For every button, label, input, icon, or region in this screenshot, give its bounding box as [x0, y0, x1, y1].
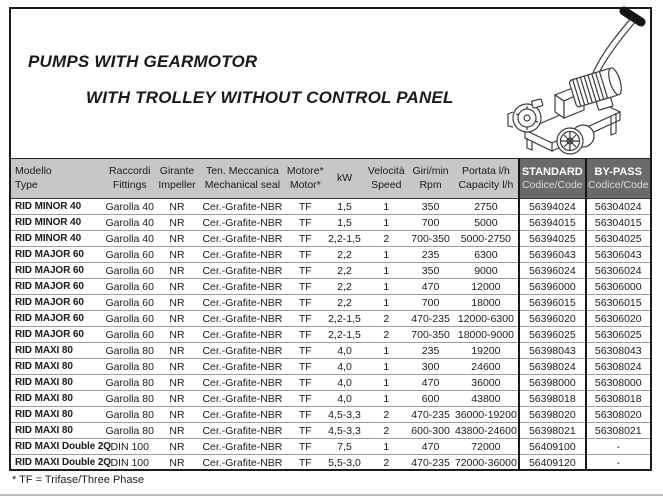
cell-seal: Cer.-Grafite-NBR: [198, 359, 287, 375]
cell-fittings: Garolla 60: [105, 248, 154, 261]
cell-fittings: Garolla 60: [105, 296, 154, 309]
table-header: [11, 159, 650, 199]
cell-impeller: NR: [156, 215, 198, 231]
cell-rpm: 470-235: [407, 455, 453, 471]
cell-kw: 4,0: [324, 343, 365, 359]
cell-rpm: 600: [407, 391, 453, 407]
cell-motor: TF: [287, 359, 324, 375]
cell-capacity: 72000-36000: [454, 455, 519, 471]
cell-standard-code: 56394024: [519, 199, 585, 215]
cell-fittings: Garolla 80: [105, 408, 154, 421]
cell-standard-code: 56394015: [519, 215, 585, 231]
cell-fittings: Garolla 60: [105, 328, 154, 341]
cell-motor: TF: [287, 263, 324, 279]
cell-rpm: 700: [407, 295, 453, 311]
table-row: [11, 423, 650, 439]
cell-capacity: 24600: [454, 359, 519, 375]
cell-standard-code: 56398021: [519, 423, 585, 439]
cell-speed: 2: [365, 423, 407, 439]
cell-model: RID MAJOR 60: [11, 247, 104, 263]
cell-model: RID MAXI Double 2Q: [11, 455, 104, 471]
cell-rpm: 700: [407, 215, 453, 231]
cell-capacity: 5000-2750: [454, 231, 519, 247]
cell-model: RID MAXI 80: [11, 343, 104, 359]
cell-model: RID MAXI 80: [11, 359, 104, 375]
cell-model: RID MAXI Double 2Q: [11, 439, 104, 455]
cell-impeller: NR: [156, 311, 198, 327]
cell-motor: TF: [287, 311, 324, 327]
table-row: [11, 327, 650, 343]
cell-rpm: 600-300: [407, 423, 453, 439]
cell-motor: TF: [287, 391, 324, 407]
cell-speed: 1: [365, 295, 407, 311]
table-row: [11, 279, 650, 295]
cell-seal: Cer.-Grafite-NBR: [198, 279, 287, 295]
cell-seal: Cer.-Grafite-NBR: [202, 200, 283, 213]
cell-capacity: 43800: [454, 391, 519, 407]
cell-kw: 4,0: [324, 359, 365, 375]
cell-bypass-code: 56306043: [586, 247, 651, 263]
cell-speed: 1: [365, 279, 407, 295]
cell-model: RID MINOR 40: [11, 215, 104, 231]
cell-fittings: Garolla 60: [105, 264, 154, 277]
cell-motor: TF: [287, 407, 324, 423]
cell-rpm: 235: [407, 247, 453, 263]
cell-kw: 2,2-1,5: [324, 327, 365, 343]
cell-seal: Cer.-Grafite-NBR: [198, 215, 287, 231]
cell-fittings: DIN 100: [104, 455, 156, 471]
cell-impeller: NR: [156, 231, 198, 247]
cell-kw: 1,5: [324, 215, 365, 231]
cell-bypass-code: -: [586, 439, 651, 455]
cell-fittings: Garolla 40: [105, 232, 154, 245]
cell-seal: Cer.-Grafite-NBR: [198, 231, 287, 247]
table-row: [11, 311, 650, 327]
cell-kw: 2,2-1,5: [324, 311, 365, 327]
cell-impeller: NR: [156, 423, 198, 439]
col-header-standard-code: STANDARD Codice/Code: [519, 159, 585, 199]
cell-capacity: 9000: [454, 263, 519, 279]
cell-impeller: NR: [156, 279, 198, 295]
cell-bypass-code: -: [586, 455, 651, 471]
cell-standard-code: 56409120: [519, 455, 585, 471]
cell-rpm: 700-350: [407, 231, 453, 247]
cell-model: RID MAJOR 60: [11, 295, 104, 311]
cell-capacity: 43800-24600: [454, 423, 519, 439]
cell-seal: Cer.-Grafite-NBR: [198, 327, 287, 343]
cell-fittings: Garolla 40: [105, 200, 154, 213]
cell-capacity: 5000: [454, 215, 519, 231]
cell-standard-code: 56398000: [519, 375, 585, 391]
cell-seal: Cer.-Grafite-NBR: [198, 439, 287, 455]
table-row: [11, 199, 650, 215]
cell-model: RID MAXI 80: [11, 375, 104, 391]
cell-bypass-code: 56306015: [586, 295, 651, 311]
cell-motor: TF: [287, 439, 324, 455]
cell-motor: TF: [287, 215, 324, 231]
cell-motor: TF: [287, 423, 324, 439]
cell-motor: TF: [287, 231, 324, 247]
table-row: [11, 391, 650, 407]
cell-bypass-code: 56304015: [586, 215, 651, 231]
cell-model: RID MAXI 80: [11, 407, 104, 423]
cell-model: RID MAJOR 60: [11, 327, 104, 343]
cell-capacity: 18000: [454, 295, 519, 311]
cell-kw: 7,5: [324, 439, 365, 455]
page-title: PUMPS WITH GEARMOTOR: [28, 52, 258, 71]
cell-kw: 4,5-3,3: [324, 407, 365, 423]
cell-kw: 5,5-3,0: [324, 455, 365, 471]
cell-speed: 2: [365, 407, 407, 423]
cell-capacity: 2750: [474, 200, 498, 213]
cell-standard-code: 56396043: [519, 247, 585, 263]
cell-speed: 1: [365, 439, 407, 455]
cell-standard-code: 56394025: [519, 231, 585, 247]
table-row: [11, 247, 650, 263]
cell-kw: 4,5-3,3: [324, 423, 365, 439]
cell-seal: Cer.-Grafite-NBR: [198, 391, 287, 407]
cell-speed: 2: [365, 311, 407, 327]
cell-bypass-code: 56308020: [586, 407, 651, 423]
footnote-tf-legend: * TF = Trifase/Three Phase: [12, 474, 145, 486]
table-row: [11, 263, 650, 279]
col-header-mechanical-seal: Ten. Meccanica Mechanical seal: [198, 159, 287, 199]
cell-seal: Cer.-Grafite-NBR: [198, 455, 287, 471]
cell-speed: 1: [365, 359, 407, 375]
table-row: [11, 231, 650, 247]
cell-speed: 2: [365, 327, 407, 343]
cell-rpm: 700-350: [407, 327, 453, 343]
col-header-speed: Velocità Speed: [365, 159, 407, 199]
cell-impeller: NR: [156, 295, 198, 311]
cell-kw: 4,0: [324, 391, 365, 407]
col-header-bypass-code: BY-PASS Codice/Code: [586, 159, 651, 199]
cell-rpm: 470-235: [407, 407, 453, 423]
cell-bypass-code: 56308043: [586, 343, 651, 359]
col-header-fittings: Raccordi Fittings: [104, 159, 156, 199]
cell-motor: TF: [298, 200, 312, 213]
cell-bypass-code: 56308018: [586, 391, 651, 407]
cell-rpm: 300: [407, 359, 453, 375]
pump-specs-table: [11, 158, 650, 470]
cell-seal: Cer.-Grafite-NBR: [198, 343, 287, 359]
col-header-impeller: Girante Impeller: [156, 159, 198, 199]
cell-speed: 1: [365, 375, 407, 391]
cell-model: RID MINOR 40: [11, 231, 104, 247]
cell-standard-code: 56398018: [519, 391, 585, 407]
cell-impeller: NR: [156, 343, 198, 359]
cell-rpm: 350: [421, 200, 440, 213]
cell-impeller: NR: [156, 247, 198, 263]
cell-standard-code: 56396015: [519, 295, 585, 311]
cell-bypass-code: 56308000: [586, 375, 651, 391]
cell-bypass-code: 56306025: [586, 327, 651, 343]
cell-model: RID MAJOR 60: [11, 311, 104, 327]
cell-motor: TF: [287, 455, 324, 471]
table-row: [11, 407, 650, 423]
cell-impeller: NR: [156, 263, 198, 279]
cell-standard-code: 56398043: [519, 343, 585, 359]
cell-bypass-code: 56304025: [586, 231, 651, 247]
cell-impeller: NR: [169, 200, 185, 213]
cell-fittings: Garolla 80: [105, 360, 154, 373]
cell-standard-code: 56396020: [519, 311, 585, 327]
cell-fittings: Garolla 80: [105, 376, 154, 389]
page-subtitle: WITH TROLLEY WITHOUT CONTROL PANEL: [86, 88, 454, 107]
cell-seal: Cer.-Grafite-NBR: [198, 247, 287, 263]
pump-trolley-illustration: [480, 0, 663, 160]
cell-capacity: 36000-19200: [454, 407, 519, 423]
cell-seal: Cer.-Grafite-NBR: [198, 407, 287, 423]
cell-capacity: 36000: [454, 375, 519, 391]
cell-seal: Cer.-Grafite-NBR: [198, 295, 287, 311]
cell-speed: 1: [365, 247, 407, 263]
table-row: [11, 359, 650, 375]
cell-speed: 1: [365, 343, 407, 359]
cell-impeller: NR: [156, 391, 198, 407]
cell-fittings: DIN 100: [104, 439, 156, 455]
cell-standard-code: 56409100: [519, 439, 585, 455]
table-row: [11, 295, 650, 311]
cell-speed: 1: [383, 200, 390, 213]
cell-bypass-code: 56306000: [586, 279, 651, 295]
table-row: [11, 455, 650, 471]
cell-rpm: 235: [407, 343, 453, 359]
cell-bypass-code: 56308021: [586, 423, 651, 439]
cell-motor: TF: [287, 375, 324, 391]
cell-seal: Cer.-Grafite-NBR: [198, 311, 287, 327]
cell-fittings: Garolla 80: [105, 344, 154, 357]
cell-speed: 1: [365, 263, 407, 279]
col-header-rpm: Giri/min Rpm: [407, 159, 453, 199]
cell-motor: TF: [287, 327, 324, 343]
cell-impeller: NR: [156, 327, 198, 343]
cell-fittings: Garolla 40: [105, 216, 154, 229]
cell-model: RID MAXI 80: [11, 423, 104, 439]
cell-speed: 1: [365, 391, 407, 407]
cell-fittings: Garolla 60: [105, 312, 154, 325]
cell-kw: 4,0: [324, 375, 365, 391]
cell-standard-code: 56396024: [519, 263, 585, 279]
col-header-capacity: Portata l/h Capacity l/h: [454, 159, 519, 199]
cell-fittings: Garolla 80: [105, 424, 154, 437]
cell-rpm: 470: [407, 279, 453, 295]
cell-standard-code: 56398024: [519, 359, 585, 375]
cell-impeller: NR: [156, 439, 198, 455]
cell-model: RID MAJOR 60: [11, 263, 104, 279]
table-row: [11, 343, 650, 359]
cell-rpm: 470: [407, 439, 453, 455]
cell-bypass-code: 56308024: [586, 359, 651, 375]
cell-model: RID MAXI 80: [11, 391, 104, 407]
table-body: [11, 199, 650, 471]
cell-rpm: 470: [407, 375, 453, 391]
bottom-divider: [0, 494, 663, 496]
cell-kw: 2,2-1,5: [324, 231, 365, 247]
col-header-kw: kW: [324, 159, 365, 199]
cell-capacity: 12000: [454, 279, 519, 295]
cell-speed: 1: [365, 215, 407, 231]
cell-kw: 2,2: [324, 263, 365, 279]
cell-fittings: Garolla 80: [105, 392, 154, 405]
cell-standard-code: 56398020: [519, 407, 585, 423]
cell-capacity: 72000: [454, 439, 519, 455]
table-row: [11, 215, 650, 231]
cell-motor: TF: [287, 279, 324, 295]
cell-capacity: 12000-6300: [454, 311, 519, 327]
cell-capacity: 18000-9000: [454, 327, 519, 343]
table-row: [11, 439, 650, 455]
cell-rpm: 350: [407, 263, 453, 279]
cell-model: RID MAJOR 60: [11, 279, 104, 295]
cell-motor: TF: [287, 295, 324, 311]
cell-kw: 1,5: [337, 200, 352, 213]
col-header-motor: Motore* Motor*: [287, 159, 324, 199]
cell-rpm: 470-235: [407, 311, 453, 327]
cell-capacity: 6300: [454, 247, 519, 263]
cell-impeller: NR: [156, 375, 198, 391]
cell-model: RID MINOR 40: [15, 201, 82, 212]
col-header-model: Modello Type: [11, 159, 104, 199]
cell-kw: 2,2: [324, 295, 365, 311]
cell-standard-code: 56396000: [519, 279, 585, 295]
table-row: [11, 375, 650, 391]
cell-capacity: 19200: [454, 343, 519, 359]
cell-bypass-code: 56306024: [586, 263, 651, 279]
cell-fittings: Garolla 60: [105, 280, 154, 293]
cell-speed: 2: [365, 231, 407, 247]
cell-kw: 2,2: [324, 247, 365, 263]
cell-motor: TF: [287, 247, 324, 263]
cell-seal: Cer.-Grafite-NBR: [198, 423, 287, 439]
cell-impeller: NR: [156, 407, 198, 423]
cell-motor: TF: [287, 343, 324, 359]
cell-bypass-code: 56306020: [586, 311, 651, 327]
cell-seal: Cer.-Grafite-NBR: [198, 375, 287, 391]
cell-kw: 2,2: [324, 279, 365, 295]
cell-impeller: NR: [156, 359, 198, 375]
cell-speed: 2: [365, 455, 407, 471]
cell-impeller: NR: [156, 455, 198, 471]
cell-standard-code: 56396025: [519, 327, 585, 343]
cell-seal: Cer.-Grafite-NBR: [198, 263, 287, 279]
cell-bypass-code: 56304024: [586, 199, 651, 215]
